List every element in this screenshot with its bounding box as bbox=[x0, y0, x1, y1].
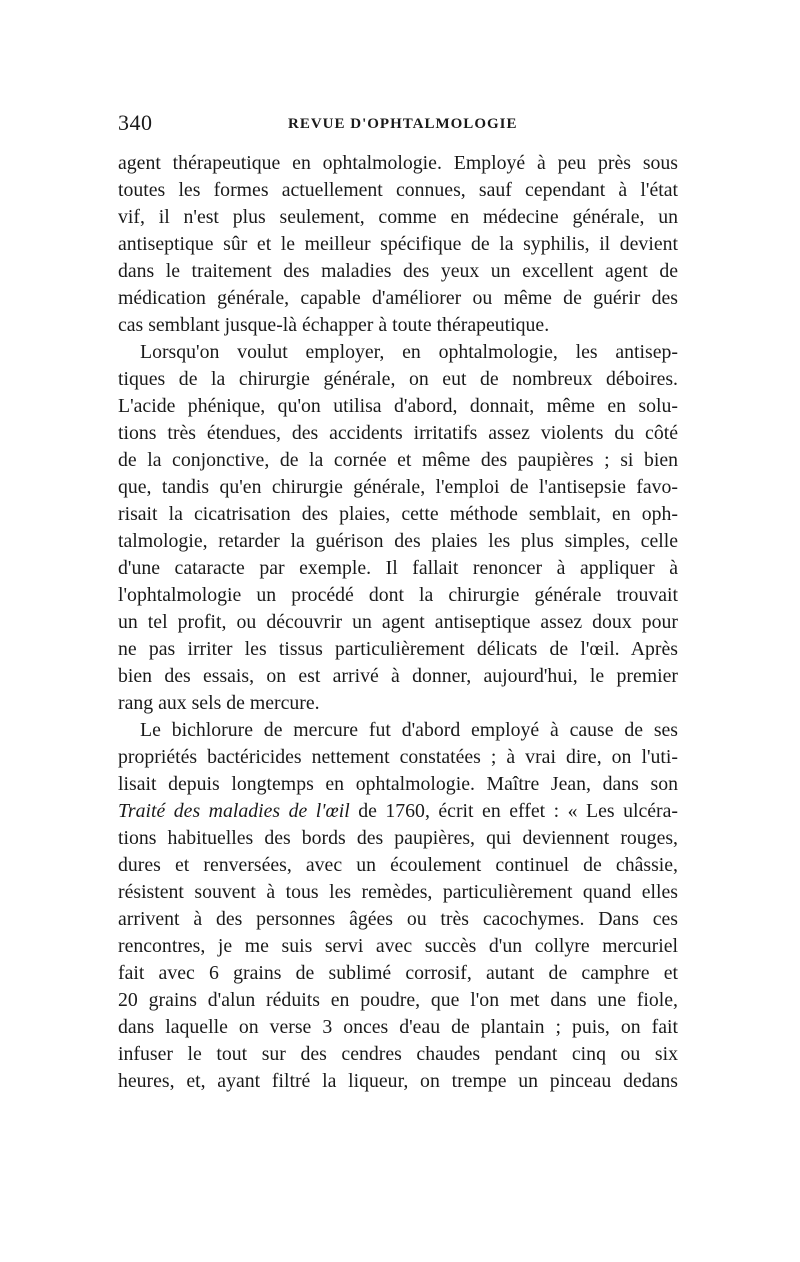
text-line: tions très étendues, des accidents irritatifs assez violents du côté bbox=[118, 422, 678, 444]
text-line: toutes les formes actuellement connues, sauf cependant à l'état bbox=[118, 179, 678, 201]
text-line: vif, il n'est plus seulement, comme en médecine générale, un bbox=[118, 206, 678, 228]
running-head bbox=[118, 110, 678, 150]
text-line: l'ophtalmologie un procédé dont la chirurgie générale trouvait bbox=[118, 584, 678, 606]
text-line: d'une cataracte par exemple. Il fallait renoncer à appliquer à bbox=[118, 557, 678, 579]
text-line: Lorsqu'on voulut employer, en ophtalmologie, les antisep- bbox=[140, 341, 678, 363]
text-line: heures, et, ayant filtré la liqueur, on trempe un pinceau dedans bbox=[118, 1070, 678, 1092]
text-line: risait la cicatrisation des plaies, cette méthode semblait, en oph- bbox=[118, 503, 678, 525]
running-title: REVUE D'OPHTALMOLOGIE bbox=[288, 116, 518, 132]
text-line: ne pas irriter les tissus particulièrement délicats de l'œil. Après bbox=[118, 638, 678, 660]
text-line: bien des essais, on est arrivé à donner, aujourd'hui, le premier bbox=[118, 665, 678, 687]
text-line: médication générale, capable d'améliorer ou même de guérir des bbox=[118, 287, 678, 309]
text-line: de la conjonctive, de la cornée et même des paupières ; si bien bbox=[118, 449, 678, 471]
italic-book-title: Traité des maladies de l'œil bbox=[118, 800, 350, 822]
text-line: dans laquelle on verse 3 onces d'eau de plantain ; puis, on fait bbox=[118, 1016, 678, 1038]
text-line: 20 grains d'alun réduits en poudre, que l'on met dans une fiole, bbox=[118, 989, 678, 1011]
text-line: que, tandis qu'en chirurgie générale, l'emploi de l'antisepsie favo- bbox=[118, 476, 678, 498]
text-line: rang aux sels de mercure. bbox=[118, 692, 320, 714]
page-number: 340 bbox=[118, 110, 153, 135]
text-line: infuser le tout sur des cendres chaudes pendant cinq ou six bbox=[118, 1043, 678, 1065]
text-line-rest: de 1760, écrit en effet : « Les ulcéra- bbox=[358, 800, 678, 822]
text-line: résistent souvent à tous les remèdes, particulièrement quand elles bbox=[118, 881, 678, 903]
text-line: tions habituelles des bords des paupières, qui deviennent rouges, bbox=[118, 827, 678, 849]
text-line: propriétés bactéricides nettement constatées ; à vrai dire, on l'uti- bbox=[118, 746, 678, 768]
text-line: Le bichlorure de mercure fut d'abord employé à cause de ses bbox=[140, 719, 678, 741]
text-line: dures et renversées, avec un écoulement continuel de châssie, bbox=[118, 854, 678, 876]
text-line bbox=[118, 798, 678, 825]
text-line: antiseptique sûr et le meilleur spécifique de la syphilis, il devient bbox=[118, 233, 678, 255]
text-line: lisait depuis longtemps en ophtalmologie. Maître Jean, dans son bbox=[118, 773, 678, 795]
text-line: arrivent à des personnes âgées ou très cacochymes. Dans ces bbox=[118, 908, 678, 930]
text-line: cas semblant jusque-là échapper à toute thérapeutique. bbox=[118, 314, 550, 336]
text-line: tiques de la chirurgie générale, on eut de nombreux déboires. bbox=[118, 368, 678, 390]
text-line: dans le traitement des maladies des yeux un excellent agent de bbox=[118, 260, 678, 282]
text-line: fait avec 6 grains de sublimé corrosif, autant de camphre et bbox=[118, 962, 678, 984]
text-line: L'acide phénique, qu'on utilisa d'abord, donnait, même en solu- bbox=[118, 395, 678, 417]
text-line: un tel profit, ou découvrir un agent antiseptique assez doux pour bbox=[118, 611, 678, 633]
page bbox=[118, 110, 678, 1095]
text-line: talmologie, retarder la guérison des plaies les plus simples, celle bbox=[118, 530, 678, 552]
text-line: agent thérapeutique en ophtalmologie. Employé à peu près sous bbox=[118, 152, 678, 174]
text-line: rencontres, je me suis servi avec succès d'un collyre mercuriel bbox=[118, 935, 678, 957]
body-text bbox=[118, 150, 678, 1095]
